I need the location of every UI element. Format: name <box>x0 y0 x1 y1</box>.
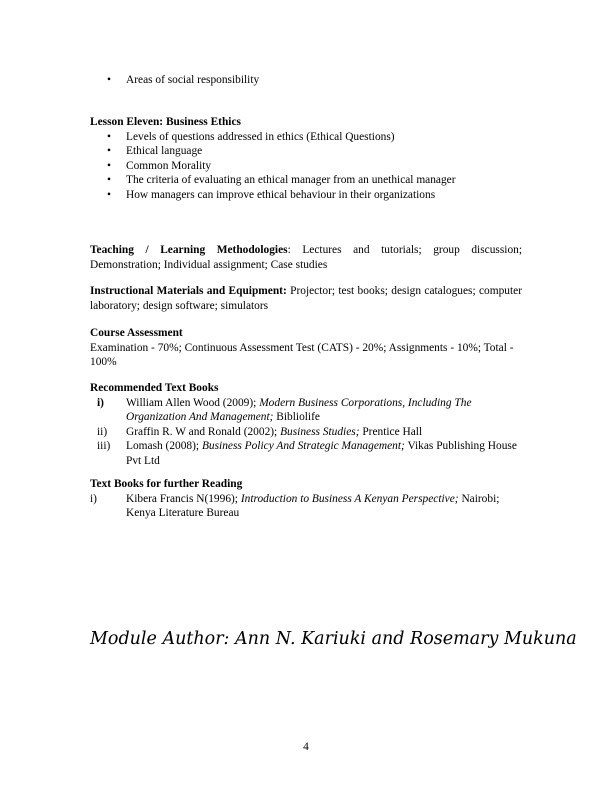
item-publisher: Vikas Publishing House Pvt Ltd <box>126 440 517 467</box>
item-publisher: Prentice Hall <box>359 425 423 438</box>
social-responsibility-list <box>90 73 522 88</box>
item-author: Kibera Francis N(1996); <box>126 492 241 505</box>
item-author: Lomash (2008); <box>126 440 202 453</box>
recommended-title: Recommended Text Books <box>90 382 219 394</box>
further-reading <box>90 477 522 521</box>
item-number: i) <box>90 492 97 505</box>
item-title: Introduction to Business A Kenyan Perspective; <box>240 492 459 505</box>
recommended-text-books <box>90 381 522 469</box>
course-assessment <box>90 326 522 370</box>
list-item: • Ethical language <box>90 144 522 159</box>
list-item <box>90 425 522 440</box>
list-item: • How managers can improve ethical behaviour in their organizations <box>90 188 522 203</box>
list-item: • Levels of questions addressed in ethics (Ethical Questions) <box>90 130 522 145</box>
list-item: • The criteria of evaluating an ethical manager from an unethical manager <box>90 173 522 188</box>
teaching-text: : Lectures and tutorials; group discussion; Demonstration; Individual assignment; Case studies <box>90 244 522 271</box>
item-author: William Allen Wood (2009); <box>126 396 260 409</box>
item-title: Business Studies; <box>280 425 360 438</box>
item-publisher: Nairobi; Kenya Literature Bureau <box>126 492 500 520</box>
list-item <box>90 396 522 425</box>
assessment-title: Course Assessment <box>90 327 183 339</box>
list-item: • Common Morality <box>90 159 522 174</box>
item-author: Graffin R. W and Ronald (2002); <box>126 425 281 438</box>
list-item <box>90 439 522 468</box>
list-item <box>90 492 522 521</box>
assessment-text: Examination - 70%; Continuous Assessment Test (CATS) - 20%; Assignments - 10%; Total - 100% <box>90 341 514 369</box>
lesson-eleven-list <box>90 130 522 203</box>
item-title: Modern Business Corporations, Including The Organization And Management; <box>126 396 472 424</box>
item-title: Business Policy And Strategic Management; <box>201 440 405 453</box>
lesson-eleven-section <box>90 115 522 203</box>
list-item: • Areas of social responsibility <box>90 73 522 88</box>
item-number: iii) <box>97 440 111 453</box>
materials-label: Instructional Materials and Equipment: <box>90 285 287 297</box>
teaching-label: Teaching / Learning Methodologies <box>90 244 288 256</box>
teaching-methodologies <box>90 243 522 272</box>
item-number: i) <box>97 396 104 409</box>
materials-text: Projector; test books; design catalogues; computer laboratory; design software; simulators <box>90 285 522 312</box>
item-publisher: Bibliolife <box>273 411 320 424</box>
further-title: Text Books for further Reading <box>90 478 243 490</box>
lesson-eleven-title: Lesson Eleven: Business Ethics <box>90 116 241 128</box>
instructional-materials <box>90 284 522 313</box>
module-author: Module Author: Ann N. Kariuki and Rosemary Mukuna <box>90 629 577 649</box>
page-number: 4 <box>303 741 309 753</box>
item-number: ii) <box>97 425 108 438</box>
